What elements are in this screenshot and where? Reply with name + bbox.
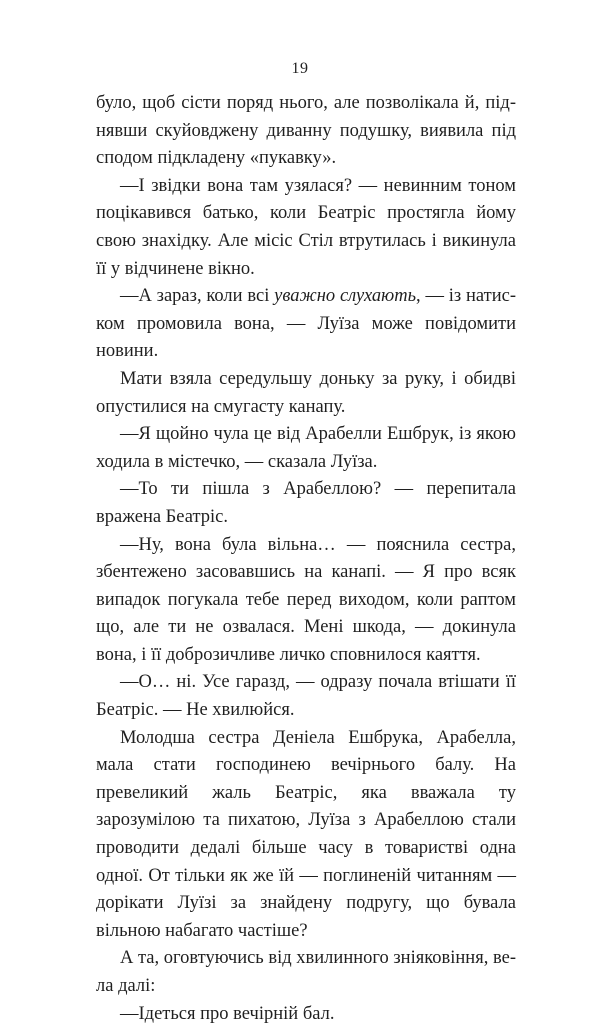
- paragraph-5: —Я щойно чула це від Арабелли Ешбрук, із якою ходила в містечко, — сказала Луїза.: [96, 424, 516, 472]
- paragraph-1: було, щоб сісти поряд нього, але позволікала й, піднявши скуйовджену диванну подушку, виявила під сподом підкладену «пукавку».: [96, 93, 516, 169]
- paragraph-11: —Ідеться про вечірній бал.: [120, 1003, 335, 1024]
- paragraph-3: [96, 283, 516, 366]
- paragraph-2: —І звідки вона там узялася? — невинним тоном поцікавився батько, коли Беатріс простягла йому свою знахідку. Але місіс Стіл втрутилась і викинула її у відчинене вікно.: [96, 175, 516, 279]
- paragraph-8: —О… ні. Усе гаразд, — одразу почала втішати її Беатріс. — Не хвилюйся.: [96, 672, 516, 721]
- page-number: 19: [291, 60, 309, 77]
- paragraph-7: —Ну, вона була вільна… — пояснила сестра, збентежено засовавшись на канапі. — Я про всяк випадок погукала тебе перед виходом, коли раптом що, але ти не озвалася. Мені шкода, — докинула вона, і її доброзичливе личко сповнилося каяття.: [96, 534, 516, 665]
- paragraph-10: А та, оговтуючись від хвилинного зніяковіння, вела далі:: [96, 948, 516, 996]
- text-body: [96, 90, 516, 1028]
- paragraph-4: Мати взяла середульшу доньку за руку, і обидві опустилися на смугасту канапу.: [96, 368, 516, 417]
- paragraph-3-text-after: , — із натиском промовила вона, — Луїза може повідомити новини.: [96, 286, 516, 362]
- paragraph-3-emphasis: уважно слухають: [274, 286, 417, 307]
- paragraph-3-text-before: —А зараз, коли всі: [120, 286, 275, 307]
- paragraph-9: Молодша сестра Деніела Ешбрука, Арабелла, мала стати господинею вечірнього балу. На превеликий жаль Беатріс, яка вважала ту зарозумілою та пихатою, Луїза з Арабеллою стали проводити дедалі більше часу в товаристві одна одної. От тільки як же їй — поглиненій читанням — дорікати Луїзі за знайдену подругу, що бувала вільною набагато частіше?: [96, 727, 516, 941]
- paragraph-6: —То ти пішла з Арабеллою? — перепитала вражена Беатріс.: [96, 479, 516, 527]
